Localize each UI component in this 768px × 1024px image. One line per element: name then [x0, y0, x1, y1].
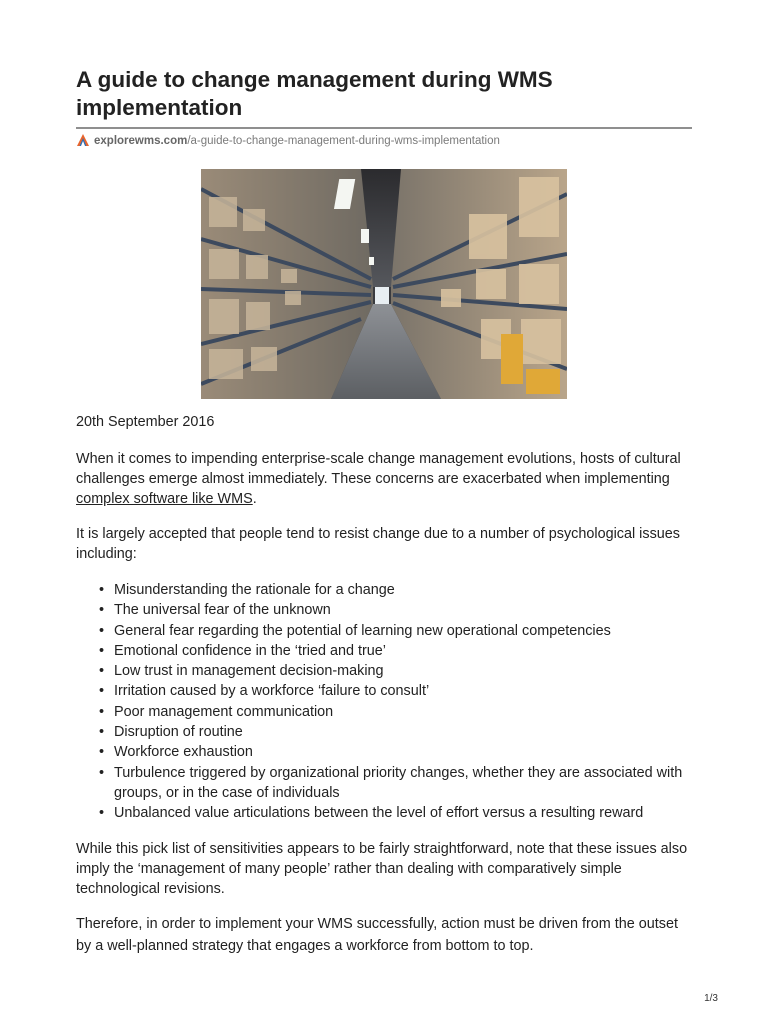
list-item: • Unbalanced value articulations between the level of effort versus a resulting reward [99, 805, 644, 822]
intro-paragraph [76, 449, 692, 510]
list-item: • Low trust in management decision-making [99, 663, 384, 680]
explorewms-logo-icon [76, 133, 90, 147]
source-url[interactable] [76, 133, 500, 147]
warehouse-aisle-image [201, 169, 567, 399]
strategy-paragraph: Therefore, in order to implement your WMS successfully, action must be driven from the outset by a well-planned strategy that engages a workforce from bottom to top. [76, 916, 678, 954]
complex-software-link[interactable]: complex software like WMS [76, 491, 253, 508]
source-path: /a-guide-to-change-management-during-wms-implementation [187, 135, 500, 147]
list-item: • Irritation caused by a workforce ‘failure to consult’ [99, 683, 430, 700]
list-item: • Workforce exhaustion [99, 744, 253, 761]
list-item: • Emotional confidence in the ‘tried and true’ [99, 642, 386, 659]
list-item: • Disruption of routine [99, 724, 243, 741]
resistance-paragraph: It is largely accepted that people tend to resist change due to a number of psychological issues including: [76, 526, 680, 563]
sensitivities-paragraph: While this pick list of sensitivities appears to be fairly straightforward, note that these issues also imply the ‘management of many people’ rather than dealing with comparatively simple technological revisions. [76, 841, 688, 898]
list-item: • The universal fear of the unknown [99, 602, 331, 619]
warehouse-photo [201, 169, 567, 399]
source-domain: explorewms.com [94, 135, 188, 147]
page-number: 1/3 [704, 993, 718, 1004]
list-item: • General fear regarding the potential of learning new operational competencies [99, 622, 611, 639]
issues-list [76, 580, 692, 824]
list-item: • Turbulence triggered by organizational priority changes, whether they are associated with groups, or in the case of individuals [99, 764, 683, 801]
article-title: A guide to change management during WMS implementation [76, 67, 553, 120]
list-item: • Poor management communication [99, 703, 334, 720]
title-divider [76, 127, 692, 129]
intro-text: When it comes to impending enterprise-scale change management evolutions, hosts of cultural challenges emerge almost immediately. These concerns are exacerbated when implementing [76, 451, 681, 488]
article-date: 20th September 2016 [76, 414, 215, 430]
intro-end: . [252, 491, 257, 508]
list-item: • Misunderstanding the rationale for a change [99, 582, 395, 598]
